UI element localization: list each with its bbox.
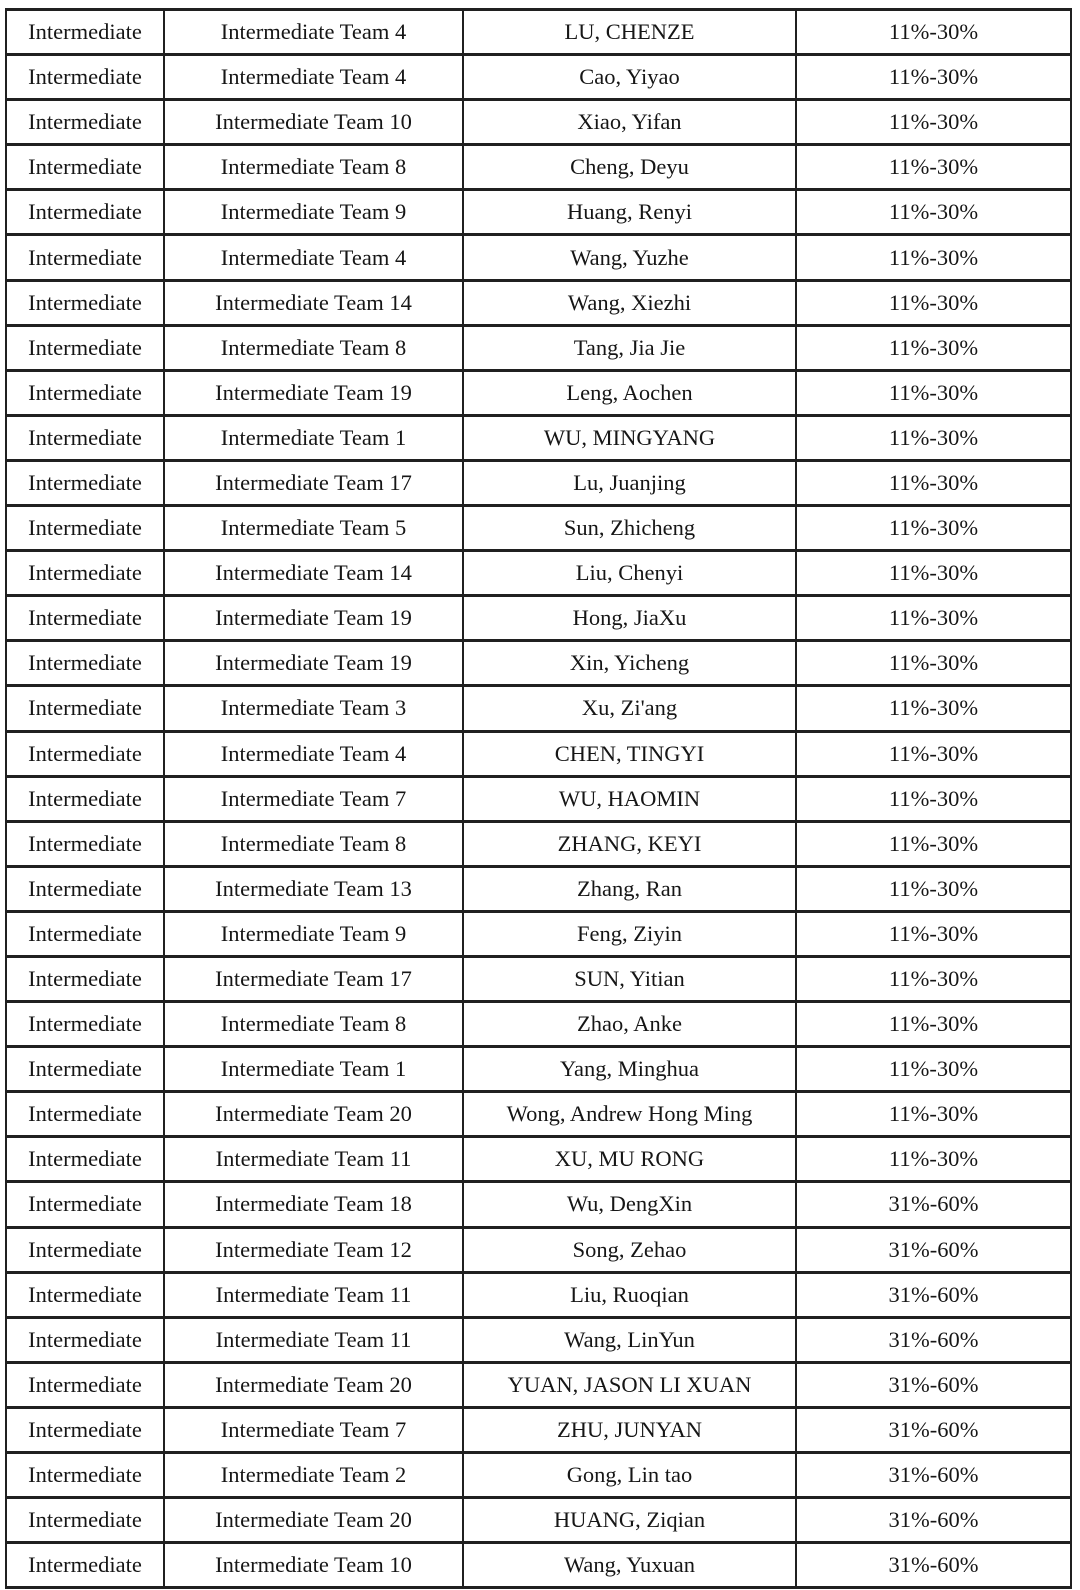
- cell-team: Intermediate Team 4: [164, 55, 463, 100]
- cell-name: ZHU, JUNYAN: [463, 1407, 796, 1452]
- cell-level: Intermediate: [6, 1137, 164, 1182]
- cell-team: Intermediate Team 8: [164, 1002, 463, 1047]
- participants-table: [5, 8, 1072, 1589]
- cell-level: Intermediate: [6, 686, 164, 731]
- table-row: [6, 911, 1071, 956]
- cell-range: 11%-30%: [796, 956, 1071, 1001]
- cell-team: Intermediate Team 11: [164, 1272, 463, 1317]
- table-row: [6, 325, 1071, 370]
- cell-range: 11%-30%: [796, 776, 1071, 821]
- cell-name: Liu, Ruoqian: [463, 1272, 796, 1317]
- cell-name: Xiao, Yifan: [463, 100, 796, 145]
- cell-name: Wong, Andrew Hong Ming: [463, 1092, 796, 1137]
- cell-name: CHEN, TINGYI: [463, 731, 796, 776]
- cell-level: Intermediate: [6, 325, 164, 370]
- cell-name: Wang, Yuzhe: [463, 235, 796, 280]
- cell-team: Intermediate Team 14: [164, 551, 463, 596]
- cell-level: Intermediate: [6, 1092, 164, 1137]
- cell-name: SUN, Yitian: [463, 956, 796, 1001]
- cell-level: Intermediate: [6, 415, 164, 460]
- table-row: [6, 235, 1071, 280]
- table-row: [6, 1498, 1071, 1543]
- cell-range: 11%-30%: [796, 235, 1071, 280]
- table-body: [6, 10, 1071, 1588]
- cell-team: Intermediate Team 5: [164, 506, 463, 551]
- cell-team: Intermediate Team 7: [164, 776, 463, 821]
- cell-range: 11%-30%: [796, 325, 1071, 370]
- table-row: [6, 596, 1071, 641]
- cell-name: Wu, DengXin: [463, 1182, 796, 1227]
- cell-level: Intermediate: [6, 235, 164, 280]
- cell-team: Intermediate Team 3: [164, 686, 463, 731]
- cell-range: 31%-60%: [796, 1227, 1071, 1272]
- cell-level: Intermediate: [6, 1227, 164, 1272]
- cell-range: 11%-30%: [796, 190, 1071, 235]
- cell-range: 11%-30%: [796, 1047, 1071, 1092]
- cell-level: Intermediate: [6, 1272, 164, 1317]
- table-row: [6, 1047, 1071, 1092]
- cell-level: Intermediate: [6, 100, 164, 145]
- table-row: [6, 731, 1071, 776]
- cell-team: Intermediate Team 8: [164, 325, 463, 370]
- table-row: [6, 1182, 1071, 1227]
- table-row: [6, 506, 1071, 551]
- table-row: [6, 551, 1071, 596]
- cell-range: 31%-60%: [796, 1317, 1071, 1362]
- cell-name: WU, HAOMIN: [463, 776, 796, 821]
- cell-level: Intermediate: [6, 596, 164, 641]
- cell-range: 31%-60%: [796, 1182, 1071, 1227]
- table-row: [6, 1272, 1071, 1317]
- cell-level: Intermediate: [6, 370, 164, 415]
- cell-team: Intermediate Team 2: [164, 1453, 463, 1498]
- cell-level: Intermediate: [6, 551, 164, 596]
- cell-name: ZHANG, KEYI: [463, 821, 796, 866]
- cell-name: Tang, Jia Jie: [463, 325, 796, 370]
- table-row: [6, 10, 1071, 55]
- cell-team: Intermediate Team 19: [164, 370, 463, 415]
- cell-team: Intermediate Team 11: [164, 1317, 463, 1362]
- cell-team: Intermediate Team 4: [164, 731, 463, 776]
- table-row: [6, 1407, 1071, 1452]
- cell-range: 11%-30%: [796, 911, 1071, 956]
- cell-name: Hong, JiaXu: [463, 596, 796, 641]
- cell-level: Intermediate: [6, 1498, 164, 1543]
- cell-team: Intermediate Team 13: [164, 866, 463, 911]
- cell-team: Intermediate Team 10: [164, 1543, 463, 1588]
- cell-range: 11%-30%: [796, 551, 1071, 596]
- cell-team: Intermediate Team 7: [164, 1407, 463, 1452]
- cell-level: Intermediate: [6, 10, 164, 55]
- table-row: [6, 956, 1071, 1001]
- cell-level: Intermediate: [6, 460, 164, 505]
- cell-name: Yang, Minghua: [463, 1047, 796, 1092]
- table-row: [6, 686, 1071, 731]
- cell-team: Intermediate Team 18: [164, 1182, 463, 1227]
- cell-team: Intermediate Team 17: [164, 460, 463, 505]
- table-row: [6, 776, 1071, 821]
- table-row: [6, 1137, 1071, 1182]
- cell-level: Intermediate: [6, 911, 164, 956]
- table-row: [6, 460, 1071, 505]
- cell-level: Intermediate: [6, 145, 164, 190]
- cell-range: 11%-30%: [796, 1092, 1071, 1137]
- cell-name: Xu, Zi'ang: [463, 686, 796, 731]
- cell-level: Intermediate: [6, 280, 164, 325]
- cell-level: Intermediate: [6, 1182, 164, 1227]
- cell-name: Leng, Aochen: [463, 370, 796, 415]
- cell-level: Intermediate: [6, 1543, 164, 1588]
- cell-range: 11%-30%: [796, 1137, 1071, 1182]
- cell-team: Intermediate Team 4: [164, 10, 463, 55]
- cell-team: Intermediate Team 19: [164, 641, 463, 686]
- cell-team: Intermediate Team 10: [164, 100, 463, 145]
- cell-team: Intermediate Team 4: [164, 235, 463, 280]
- cell-range: 31%-60%: [796, 1362, 1071, 1407]
- cell-range: 11%-30%: [796, 821, 1071, 866]
- table-row: [6, 280, 1071, 325]
- cell-level: Intermediate: [6, 190, 164, 235]
- table-row: [6, 821, 1071, 866]
- table-row: [6, 55, 1071, 100]
- cell-range: 31%-60%: [796, 1453, 1071, 1498]
- cell-team: Intermediate Team 20: [164, 1362, 463, 1407]
- cell-name: Gong, Lin tao: [463, 1453, 796, 1498]
- cell-level: Intermediate: [6, 55, 164, 100]
- cell-range: 11%-30%: [796, 686, 1071, 731]
- cell-name: Zhang, Ran: [463, 866, 796, 911]
- cell-level: Intermediate: [6, 641, 164, 686]
- cell-name: Song, Zehao: [463, 1227, 796, 1272]
- cell-team: Intermediate Team 9: [164, 911, 463, 956]
- table-row: [6, 1227, 1071, 1272]
- cell-level: Intermediate: [6, 1453, 164, 1498]
- cell-level: Intermediate: [6, 1317, 164, 1362]
- cell-name: YUAN, JASON LI XUAN: [463, 1362, 796, 1407]
- cell-range: 11%-30%: [796, 731, 1071, 776]
- table-row: [6, 100, 1071, 145]
- cell-team: Intermediate Team 20: [164, 1498, 463, 1543]
- table-row: [6, 641, 1071, 686]
- cell-team: Intermediate Team 17: [164, 956, 463, 1001]
- cell-name: Wang, Yuxuan: [463, 1543, 796, 1588]
- cell-range: 11%-30%: [796, 641, 1071, 686]
- cell-team: Intermediate Team 12: [164, 1227, 463, 1272]
- table-row: [6, 1317, 1071, 1362]
- cell-name: Liu, Chenyi: [463, 551, 796, 596]
- cell-name: Cao, Yiyao: [463, 55, 796, 100]
- table-row: [6, 1453, 1071, 1498]
- cell-range: 11%-30%: [796, 100, 1071, 145]
- cell-name: Lu, Juanjing: [463, 460, 796, 505]
- cell-range: 11%-30%: [796, 460, 1071, 505]
- table-row: [6, 1002, 1071, 1047]
- cell-name: Feng, Ziyin: [463, 911, 796, 956]
- cell-name: Huang, Renyi: [463, 190, 796, 235]
- cell-range: 31%-60%: [796, 1272, 1071, 1317]
- cell-level: Intermediate: [6, 1362, 164, 1407]
- table-row: [6, 1362, 1071, 1407]
- table-row: [6, 415, 1071, 460]
- cell-team: Intermediate Team 20: [164, 1092, 463, 1137]
- cell-range: 31%-60%: [796, 1498, 1071, 1543]
- cell-level: Intermediate: [6, 866, 164, 911]
- cell-range: 31%-60%: [796, 1543, 1071, 1588]
- cell-level: Intermediate: [6, 956, 164, 1001]
- table-row: [6, 370, 1071, 415]
- cell-name: Sun, Zhicheng: [463, 506, 796, 551]
- cell-team: Intermediate Team 1: [164, 1047, 463, 1092]
- cell-range: 11%-30%: [796, 1002, 1071, 1047]
- cell-team: Intermediate Team 1: [164, 415, 463, 460]
- table-row: [6, 1092, 1071, 1137]
- cell-level: Intermediate: [6, 1407, 164, 1452]
- cell-level: Intermediate: [6, 1047, 164, 1092]
- cell-range: 11%-30%: [796, 866, 1071, 911]
- cell-name: Cheng, Deyu: [463, 145, 796, 190]
- cell-team: Intermediate Team 11: [164, 1137, 463, 1182]
- cell-name: LU, CHENZE: [463, 10, 796, 55]
- cell-range: 11%-30%: [796, 145, 1071, 190]
- cell-name: WU, MINGYANG: [463, 415, 796, 460]
- cell-level: Intermediate: [6, 1002, 164, 1047]
- cell-range: 11%-30%: [796, 506, 1071, 551]
- cell-team: Intermediate Team 8: [164, 821, 463, 866]
- cell-name: XU, MU RONG: [463, 1137, 796, 1182]
- cell-name: Zhao, Anke: [463, 1002, 796, 1047]
- cell-range: 11%-30%: [796, 280, 1071, 325]
- cell-team: Intermediate Team 9: [164, 190, 463, 235]
- table-row: [6, 1543, 1071, 1588]
- cell-range: 11%-30%: [796, 415, 1071, 460]
- cell-name: Wang, LinYun: [463, 1317, 796, 1362]
- cell-team: Intermediate Team 19: [164, 596, 463, 641]
- cell-name: Wang, Xiezhi: [463, 280, 796, 325]
- cell-range: 11%-30%: [796, 10, 1071, 55]
- cell-level: Intermediate: [6, 821, 164, 866]
- cell-level: Intermediate: [6, 776, 164, 821]
- cell-level: Intermediate: [6, 731, 164, 776]
- cell-name: HUANG, Ziqian: [463, 1498, 796, 1543]
- cell-range: 11%-30%: [796, 55, 1071, 100]
- table-row: [6, 190, 1071, 235]
- cell-level: Intermediate: [6, 506, 164, 551]
- cell-team: Intermediate Team 8: [164, 145, 463, 190]
- cell-range: 31%-60%: [796, 1407, 1071, 1452]
- cell-range: 11%-30%: [796, 596, 1071, 641]
- cell-name: Xin, Yicheng: [463, 641, 796, 686]
- cell-team: Intermediate Team 14: [164, 280, 463, 325]
- table-row: [6, 145, 1071, 190]
- cell-range: 11%-30%: [796, 370, 1071, 415]
- table-row: [6, 866, 1071, 911]
